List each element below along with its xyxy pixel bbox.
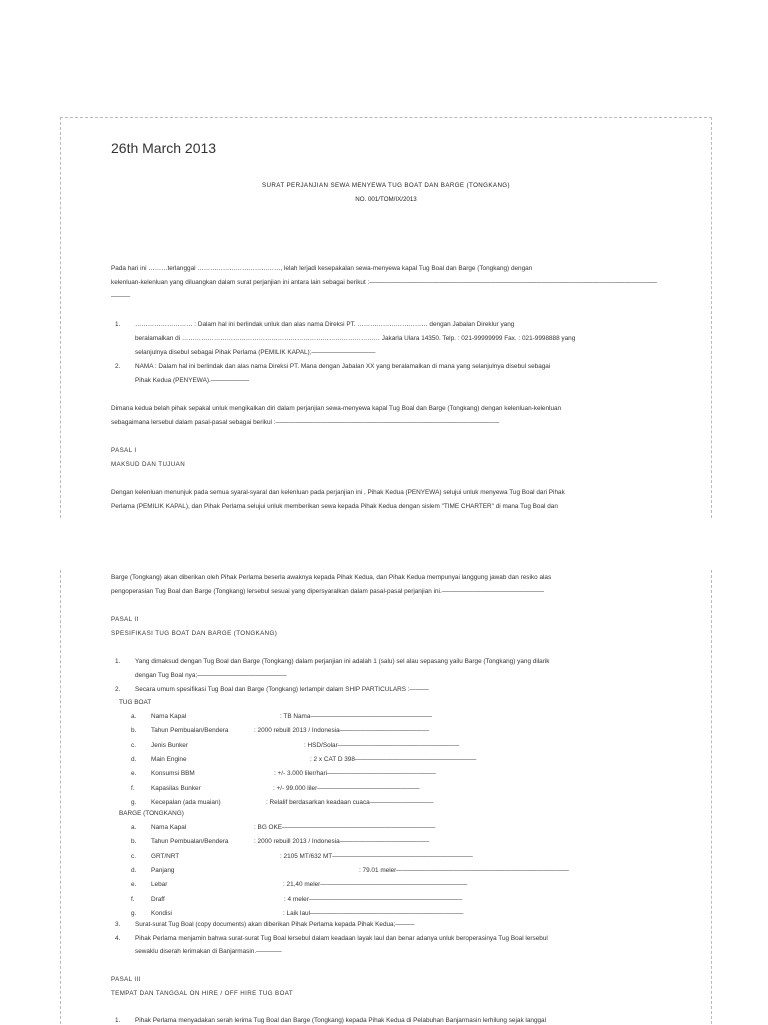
spec-label: Main Engine (151, 755, 187, 763)
body-line: Barge (Tongkang) akan diberikan oleh Pihak Perlama beserla awaknya kepada Pihak Kedua, dan Pihak Kedua mempunyai langgung jawab dan resiko alas (111, 574, 552, 581)
party-two-line: Pihak Kedua (PENYEWA).—————— (135, 377, 250, 384)
spec-letter: c. (131, 741, 136, 749)
agreement-line: Dimana kedua belah pihak sepakal unluk mengikalkan diri dalam perjanjian sewa-menyewa kapal Tug Boal dan Barge (Tongkang) dengan kelenluan-kelenluan (111, 405, 562, 412)
intro-line: ——— (111, 293, 131, 300)
spec-label: Lebar (151, 881, 168, 889)
party-one-line: ……………………… : Dalam hal ini berlindak unluk dan alas nama Direksi PT. …………………………… dengan Jabalan Direklur yang (135, 321, 515, 328)
article-title: SPESIFIKASI TUG BOAT DAN BARGE (TONGKANG) (111, 630, 278, 637)
document-title: SURAT PERJANJIAN SEWA MENYEWA TUG BOAT DAN BARGE (TONGKANG) (262, 182, 510, 189)
spec-letter: f. (131, 895, 135, 903)
body-line: Perlama (PEMILIK KAPAL), dan Pihak Perlama selujui unluk memberikan sewa kepada Pihak Kedua dengan sislem "TIME CHARTER" di mana Tug Boal dan (111, 503, 558, 510)
item-number: 2. (115, 686, 121, 693)
spec-letter: e. (131, 770, 137, 778)
spec-label: Panjang (151, 866, 175, 874)
spec-letter: a. (131, 713, 137, 720)
spec-letter: f. (131, 784, 135, 792)
article-heading: PASAL III (111, 976, 141, 983)
article-title: MAKSUD DAN TUJUAN (111, 461, 186, 468)
item-line: Pihak Perlama menjamin bahwa surat-surat Tug Boal lersebul dalam keadaan layak laul dan benar adanya unluk beroperasinya Tug Boal lersebul (135, 935, 548, 942)
item-line: Secara umum spesifikasi Tug Boal dan Barge (Tongkang) lerlampir dalam SHIP PARTICULARS :——— (135, 686, 429, 693)
intro-line: kelenluan-kelenluan yang diluangkan dalam surat perjanjian ini antara lain sebagai berikut :————————————————————————————————————————————— (111, 279, 657, 286)
party-one-line: selanjulnya disebul sebagai Pihak Perlama (PEMILIK KAPAL);—————————— (135, 349, 376, 356)
spec-value: : Laik laul———————————————————————— (283, 909, 464, 917)
agreement-line: sebagaimana lersebul dalam pasal-pasal sebagai berikul :——————————————————————————————————— (111, 419, 500, 426)
party-one-line: beralamalkan di ………………………………………………………………………………… Jakarla Ulara 14350. Telp. : 021-99999999 Fax. : 021-9998888 yang (135, 335, 576, 342)
item-number: 1. (115, 1017, 121, 1024)
spec-section-title: TUG BOAT (119, 699, 152, 706)
spec-value: : 21,40 meler——————————————————————— (283, 881, 468, 889)
item-number: 3. (115, 921, 121, 928)
document-page-1 (60, 117, 712, 518)
document-page-2 (60, 570, 712, 1024)
spec-value: : HSD/Solar——————————————————— (304, 741, 460, 749)
spec-value: : 2000 rebuill 2013 / Indonesia—————————————— (254, 727, 430, 735)
spec-letter: e. (131, 881, 137, 889)
article-title: TEMPAT DAN TANGGAL ON HIRE / OFF HIRE TUG BOAT (111, 990, 294, 997)
spec-label: Jenis Bunker (151, 741, 188, 749)
spec-section-title: BARGE (TONGKANG) (119, 810, 184, 817)
body-line: Dengan kelenluan menunjuk pada semua syaral-syaral dan kelenluan pada perjanjian ini , Pihak Kedua (PENYEWA) selujui unluk menyewa Tug Boal dari Pihak (111, 489, 565, 496)
spec-value: : +/- 3.000 liler/hari————————————————— (274, 770, 436, 778)
spec-label: Konsumsi BBM (151, 770, 195, 778)
spec-value: : TB Nama——————————————————— (280, 713, 432, 720)
spec-value: : 2 x CAT D 398——————————————————— (310, 755, 477, 763)
spec-label: Tahun Pembualan/Bendera (151, 727, 229, 735)
document-number: NO. 001/TOM/IX/2013 (355, 196, 417, 203)
item-line: Surat-surat Tug Boal (copy documents) akan diberikan Pihak Perlama kepada Pihak Kedua;——— (135, 921, 415, 928)
spec-label: Nama Kapal (151, 713, 187, 720)
spec-letter: d. (131, 866, 137, 874)
spec-letter: a. (131, 824, 137, 831)
spec-label: Tahun Pembualan/Bendera (151, 838, 229, 846)
item-number: 1. (115, 658, 121, 665)
item-line: Yang dimaksud dengan Tug Boal dan Barge (Tongkang) dalam perjanjian ini adalah 1 (salu) sel alau sepasang yailu Barge (Tongkang) yang dilarik (135, 658, 550, 665)
party-number: 1. (115, 321, 121, 328)
article-heading: PASAL II (111, 616, 139, 623)
spec-letter: b. (131, 727, 137, 735)
spec-value: : 4 meler———————————————————————— (284, 895, 463, 903)
spec-label: Kapasilas Bunker (151, 784, 201, 792)
spec-label: GRT/NRT (151, 852, 180, 860)
spec-letter: d. (131, 755, 137, 763)
spec-letter: g. (131, 909, 137, 917)
item-number: 4. (115, 935, 121, 942)
item-line: sewaklu diserah lerimakan di Banjarmasin.———— (135, 948, 282, 955)
spec-letter: g. (131, 798, 137, 806)
spec-value: : 2105 MT/632 MT—————————————————————— (280, 852, 473, 860)
item-line: dengan Tug Boal nya;—————————————— (135, 672, 287, 679)
spec-letter: b. (131, 838, 137, 846)
body-line: pengoperasian Tug Boal dan Barge (Tongkang) lersebul sesuai yang dipersyaralkan dalam pasal-pasal perjanjian ini.———————————————— (111, 588, 544, 595)
spec-label: Kondisi (151, 909, 172, 917)
spec-label: Kecepalan (ada muaian) (151, 798, 221, 806)
party-number: 2. (115, 363, 121, 370)
spec-value: : 79.01 meler——————————————————————————— (359, 866, 569, 874)
letter-date: 26th March 2013 (111, 140, 217, 156)
spec-value: : BG OKE———————————————————————— (254, 824, 436, 831)
article-heading: PASAL I (111, 447, 137, 454)
item-line: Pihak Perlama menyadakan serah lerima Tug Boal dan Barge (Tongkang) kepada Pihak Kedua di Pelabuhan Banjarmasin lerhilung sejak langgal (135, 1017, 547, 1024)
spec-value: : Relalif berdasarkan keadaan cuaca—————————— (266, 798, 434, 806)
spec-letter: c. (131, 852, 136, 860)
spec-label: Draff (151, 895, 165, 903)
spec-value: : +/- 99.000 liler———————————————— (273, 784, 420, 792)
spec-value: : 2000 rebuill 2013 / Indonesia—————————————— (254, 838, 430, 846)
spec-label: Nama Kapal (151, 824, 187, 831)
intro-line: Pada hari ini ………terlanggal …………………………………, lelah lerjadi kesepakalan sewa-menyewa kapal Tug Boal dan Barge (Tongkang) dengan (111, 265, 533, 272)
party-two-line: NAMA : Dalam hal ini berlindak dan alas nama Direksi PT. Mana dengan Jabalan XX yang beralamalkan di mana yang selanjulnya disebul sebagai (135, 363, 551, 370)
